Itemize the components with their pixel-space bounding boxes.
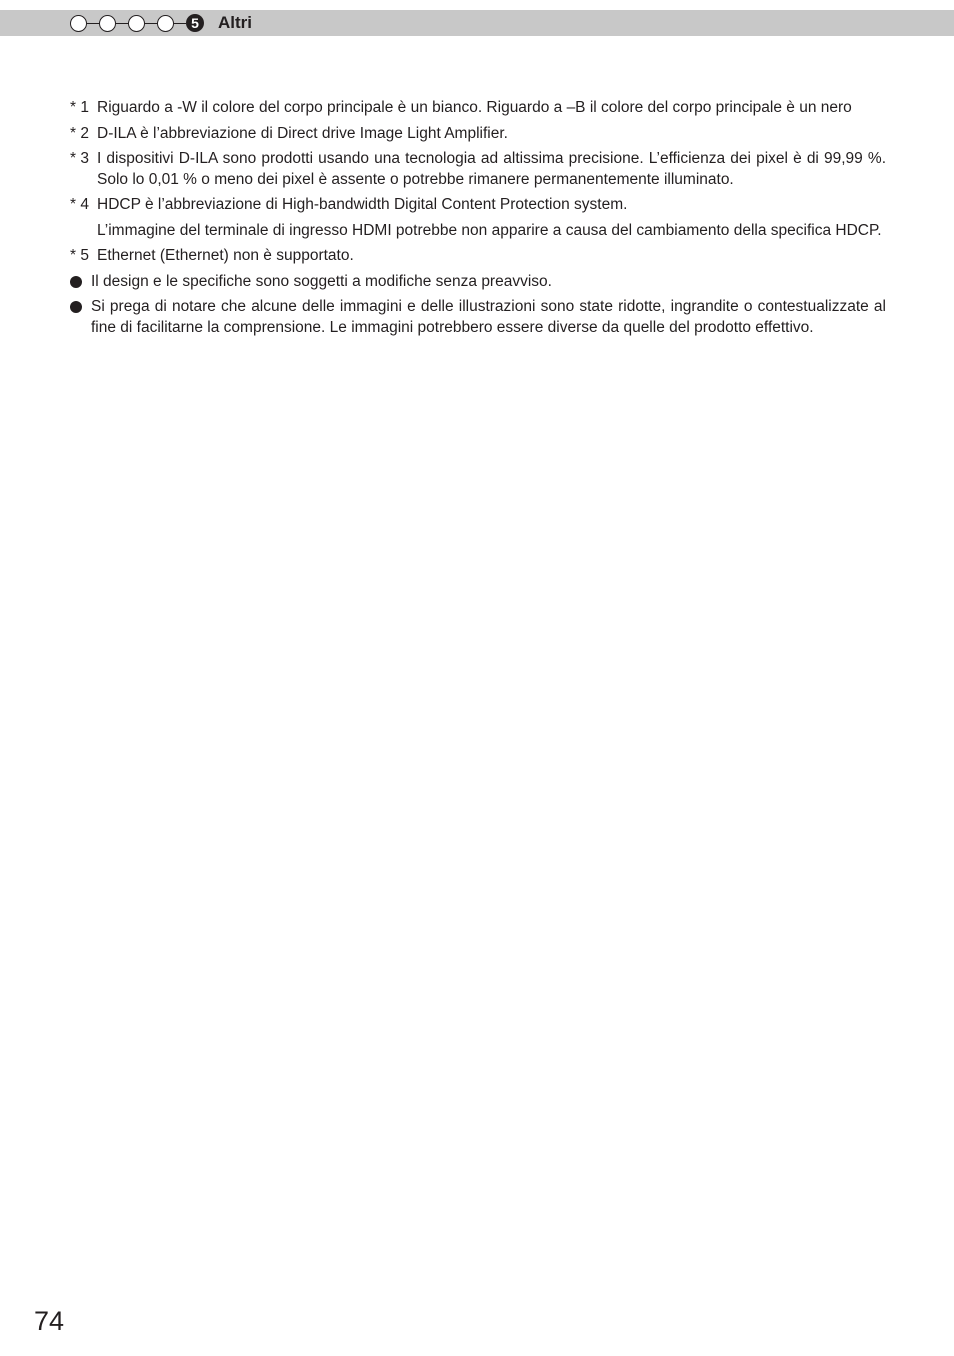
footnote-marker: * 2 — [70, 124, 89, 142]
chapter-navigation — [70, 13, 252, 33]
section-title: Altri — [218, 13, 252, 32]
bullet-item-2 — [70, 297, 886, 338]
chapter-step-connector — [116, 23, 128, 24]
footnote-marker: * 3 — [70, 150, 89, 167]
chapter-step-2-indicator — [99, 15, 116, 32]
footnote-text: I dispositivi D-ILA sono prodotti usando una tecnologia ad altissima precisione. L’efficienza dei pixel è di 99,99 %. Solo lo 0,01 % o meno dei pixel è assente o potrebbe rimanere permanentemente illuminato. — [97, 150, 886, 188]
footnote-text: Riguardo a -W il colore del corpo principale è un bianco. Riguardo a –B il colore del corpo principale è un nero — [97, 99, 852, 116]
bullet-dot-icon — [70, 301, 82, 313]
chapter-step-4-indicator — [157, 15, 174, 32]
footnote-3 — [70, 149, 886, 190]
footnote-text: HDCP è l’abbreviazione di High-bandwidth Digital Content Protection system. — [97, 196, 628, 213]
footnote-marker: * 1 — [70, 99, 89, 116]
bullet-dot-icon — [70, 276, 82, 288]
bullet-item-1 — [70, 272, 886, 293]
footnote-4-continuation — [70, 221, 886, 242]
chapter-step-1-indicator — [70, 15, 87, 32]
footnote-2 — [70, 124, 886, 145]
footnote-1 — [70, 98, 886, 119]
footnote-text: D-ILA è l’abbreviazione di Direct drive Image Light Amplifier. — [97, 124, 508, 142]
bullet-text: Il design e le specifiche sono soggetti a modifiche senza preavviso. — [91, 272, 552, 290]
footnote-marker: * 4 — [70, 196, 89, 213]
chapter-step-connector — [174, 23, 186, 24]
page-number: 74 — [34, 1306, 65, 1336]
footnote-marker: * 5 — [70, 247, 89, 264]
chapter-step-3-indicator — [128, 15, 145, 32]
footnote-4 — [70, 195, 886, 216]
footnote-text: Ethernet (Ethernet) non è supportato. — [97, 247, 354, 264]
page-content — [70, 98, 886, 343]
chapter-step-active-indicator: 5 — [186, 14, 204, 32]
chapter-step-connector — [145, 23, 157, 24]
footnote-text: L’immagine del terminale di ingresso HDMI potrebbe non apparire a causa del cambiamento della specifica HDCP. — [97, 221, 882, 239]
bullet-text: Si prega di notare che alcune delle immagini e delle illustrazioni sono state ridotte, ingrandite o contestualizzate al fine di facilitarne la comprensione. Le immagini potrebbero essere diverse da quelle del prodotto effettivo. — [91, 298, 886, 336]
chapter-step-connector — [87, 23, 99, 24]
footnote-5 — [70, 246, 886, 267]
